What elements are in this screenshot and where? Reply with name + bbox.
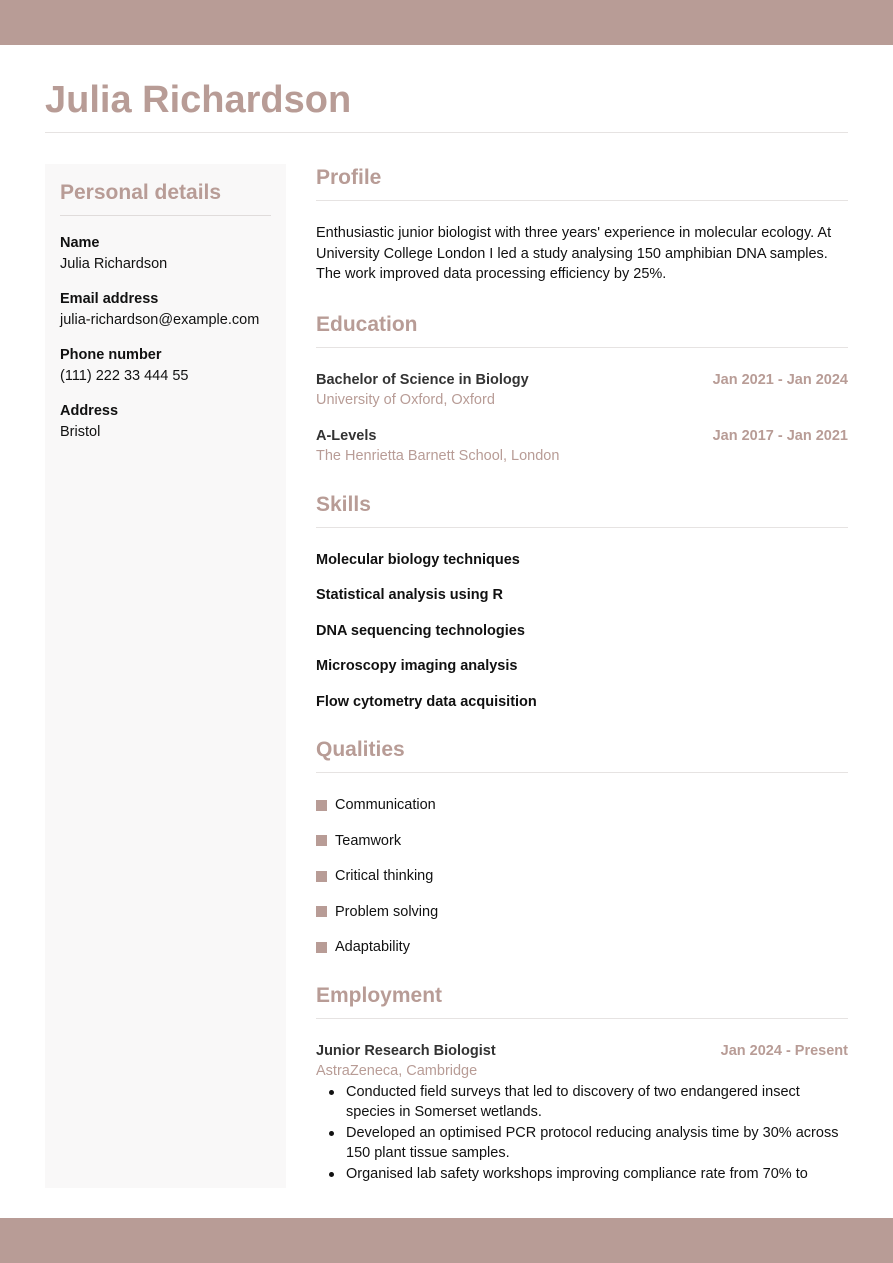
job-title: Junior Research Biologist xyxy=(316,1042,496,1059)
top-accent-bar xyxy=(0,0,893,45)
quality-item xyxy=(316,937,848,958)
list-item: Conducted field surveys that led to discovery of two endangered insect species in Somerset wetlands. xyxy=(316,1082,848,1123)
date-range: Jan 2021 - Jan 2024 xyxy=(712,371,848,388)
detail-value: (111) 222 33 444 55 xyxy=(60,368,189,384)
square-bullet-icon xyxy=(316,942,327,953)
quality-label: Problem solving xyxy=(335,903,439,920)
degree-title: Bachelor of Science in Biology xyxy=(316,371,529,388)
skill-item: DNA sequencing technologies xyxy=(316,622,525,639)
education-entry xyxy=(316,426,848,467)
date-range: Jan 2017 - Jan 2021 xyxy=(712,427,848,444)
skill-item: Statistical analysis using R xyxy=(316,587,503,603)
list-item: Developed an optimised PCR protocol reducing analysis time by 30% across 150 plant tissue samples. xyxy=(316,1123,848,1164)
detail-value: julia-richardson@example.com xyxy=(60,312,260,328)
detail-label: Phone number xyxy=(60,347,162,363)
skill-item: Microscopy imaging analysis xyxy=(316,658,518,674)
quality-label: Communication xyxy=(335,797,436,813)
square-bullet-icon xyxy=(316,906,327,917)
square-bullet-icon xyxy=(316,800,327,811)
section-divider xyxy=(316,772,848,773)
education-section xyxy=(316,311,848,467)
date-range: Jan 2024 - Present xyxy=(720,1042,848,1059)
sidebar-divider xyxy=(60,215,271,216)
bottom-accent-bar xyxy=(0,1218,893,1263)
detail-value: Julia Richardson xyxy=(60,256,168,272)
detail-address xyxy=(60,401,271,443)
quality-item xyxy=(316,866,848,887)
skills-section xyxy=(316,491,848,713)
section-divider xyxy=(316,347,848,348)
section-divider xyxy=(316,527,848,528)
section-divider xyxy=(316,1018,848,1019)
employment-section xyxy=(316,982,848,1185)
school-name: University of Oxford, Oxford xyxy=(316,392,495,408)
skill-item: Flow cytometry data acquisition xyxy=(316,693,537,710)
square-bullet-icon xyxy=(316,835,327,846)
detail-email xyxy=(60,289,271,331)
quality-label: Adaptability xyxy=(335,939,410,955)
personal-details-sidebar xyxy=(45,164,286,1188)
responsibility-list xyxy=(316,1082,848,1185)
detail-label: Name xyxy=(60,235,100,251)
section-title: Skills xyxy=(316,492,371,516)
quality-item xyxy=(316,831,848,852)
education-entry xyxy=(316,370,848,411)
employment-entry xyxy=(316,1041,848,1185)
list-item: Organised lab safety workshops improving compliance rate from 70% to xyxy=(316,1164,848,1185)
detail-value: Bristol xyxy=(60,424,101,440)
title-divider xyxy=(45,132,848,133)
page-title: Julia Richardson xyxy=(45,79,352,121)
sidebar-title: Personal details xyxy=(60,181,222,204)
skill-item: Molecular biology techniques xyxy=(316,551,520,568)
qualities-section xyxy=(316,736,848,958)
main-content xyxy=(316,164,848,1199)
detail-phone xyxy=(60,345,271,387)
profile-section xyxy=(316,164,848,285)
section-title: Education xyxy=(316,312,418,336)
quality-label: Critical thinking xyxy=(335,868,434,884)
quality-item xyxy=(316,902,848,923)
quality-label: Teamwork xyxy=(335,832,402,849)
section-title: Qualities xyxy=(316,738,405,761)
degree-title: A-Levels xyxy=(316,427,377,444)
section-divider xyxy=(316,200,848,201)
quality-item xyxy=(316,795,848,816)
detail-label: Email address xyxy=(60,291,159,307)
detail-label: Address xyxy=(60,403,119,419)
section-title: Profile xyxy=(316,166,382,189)
square-bullet-icon xyxy=(316,871,327,882)
company-name: AstraZeneca, Cambridge xyxy=(316,1063,478,1079)
section-title: Employment xyxy=(316,983,443,1007)
detail-name xyxy=(60,233,271,275)
school-name: The Henrietta Barnett School, London xyxy=(316,448,560,464)
profile-text: Enthusiastic junior biologist with three years' experience in molecular ecology. At University College London I led a study analysing 150 amphibian DNA samples. The work improved data processing efficiency by 25%. xyxy=(316,225,832,282)
